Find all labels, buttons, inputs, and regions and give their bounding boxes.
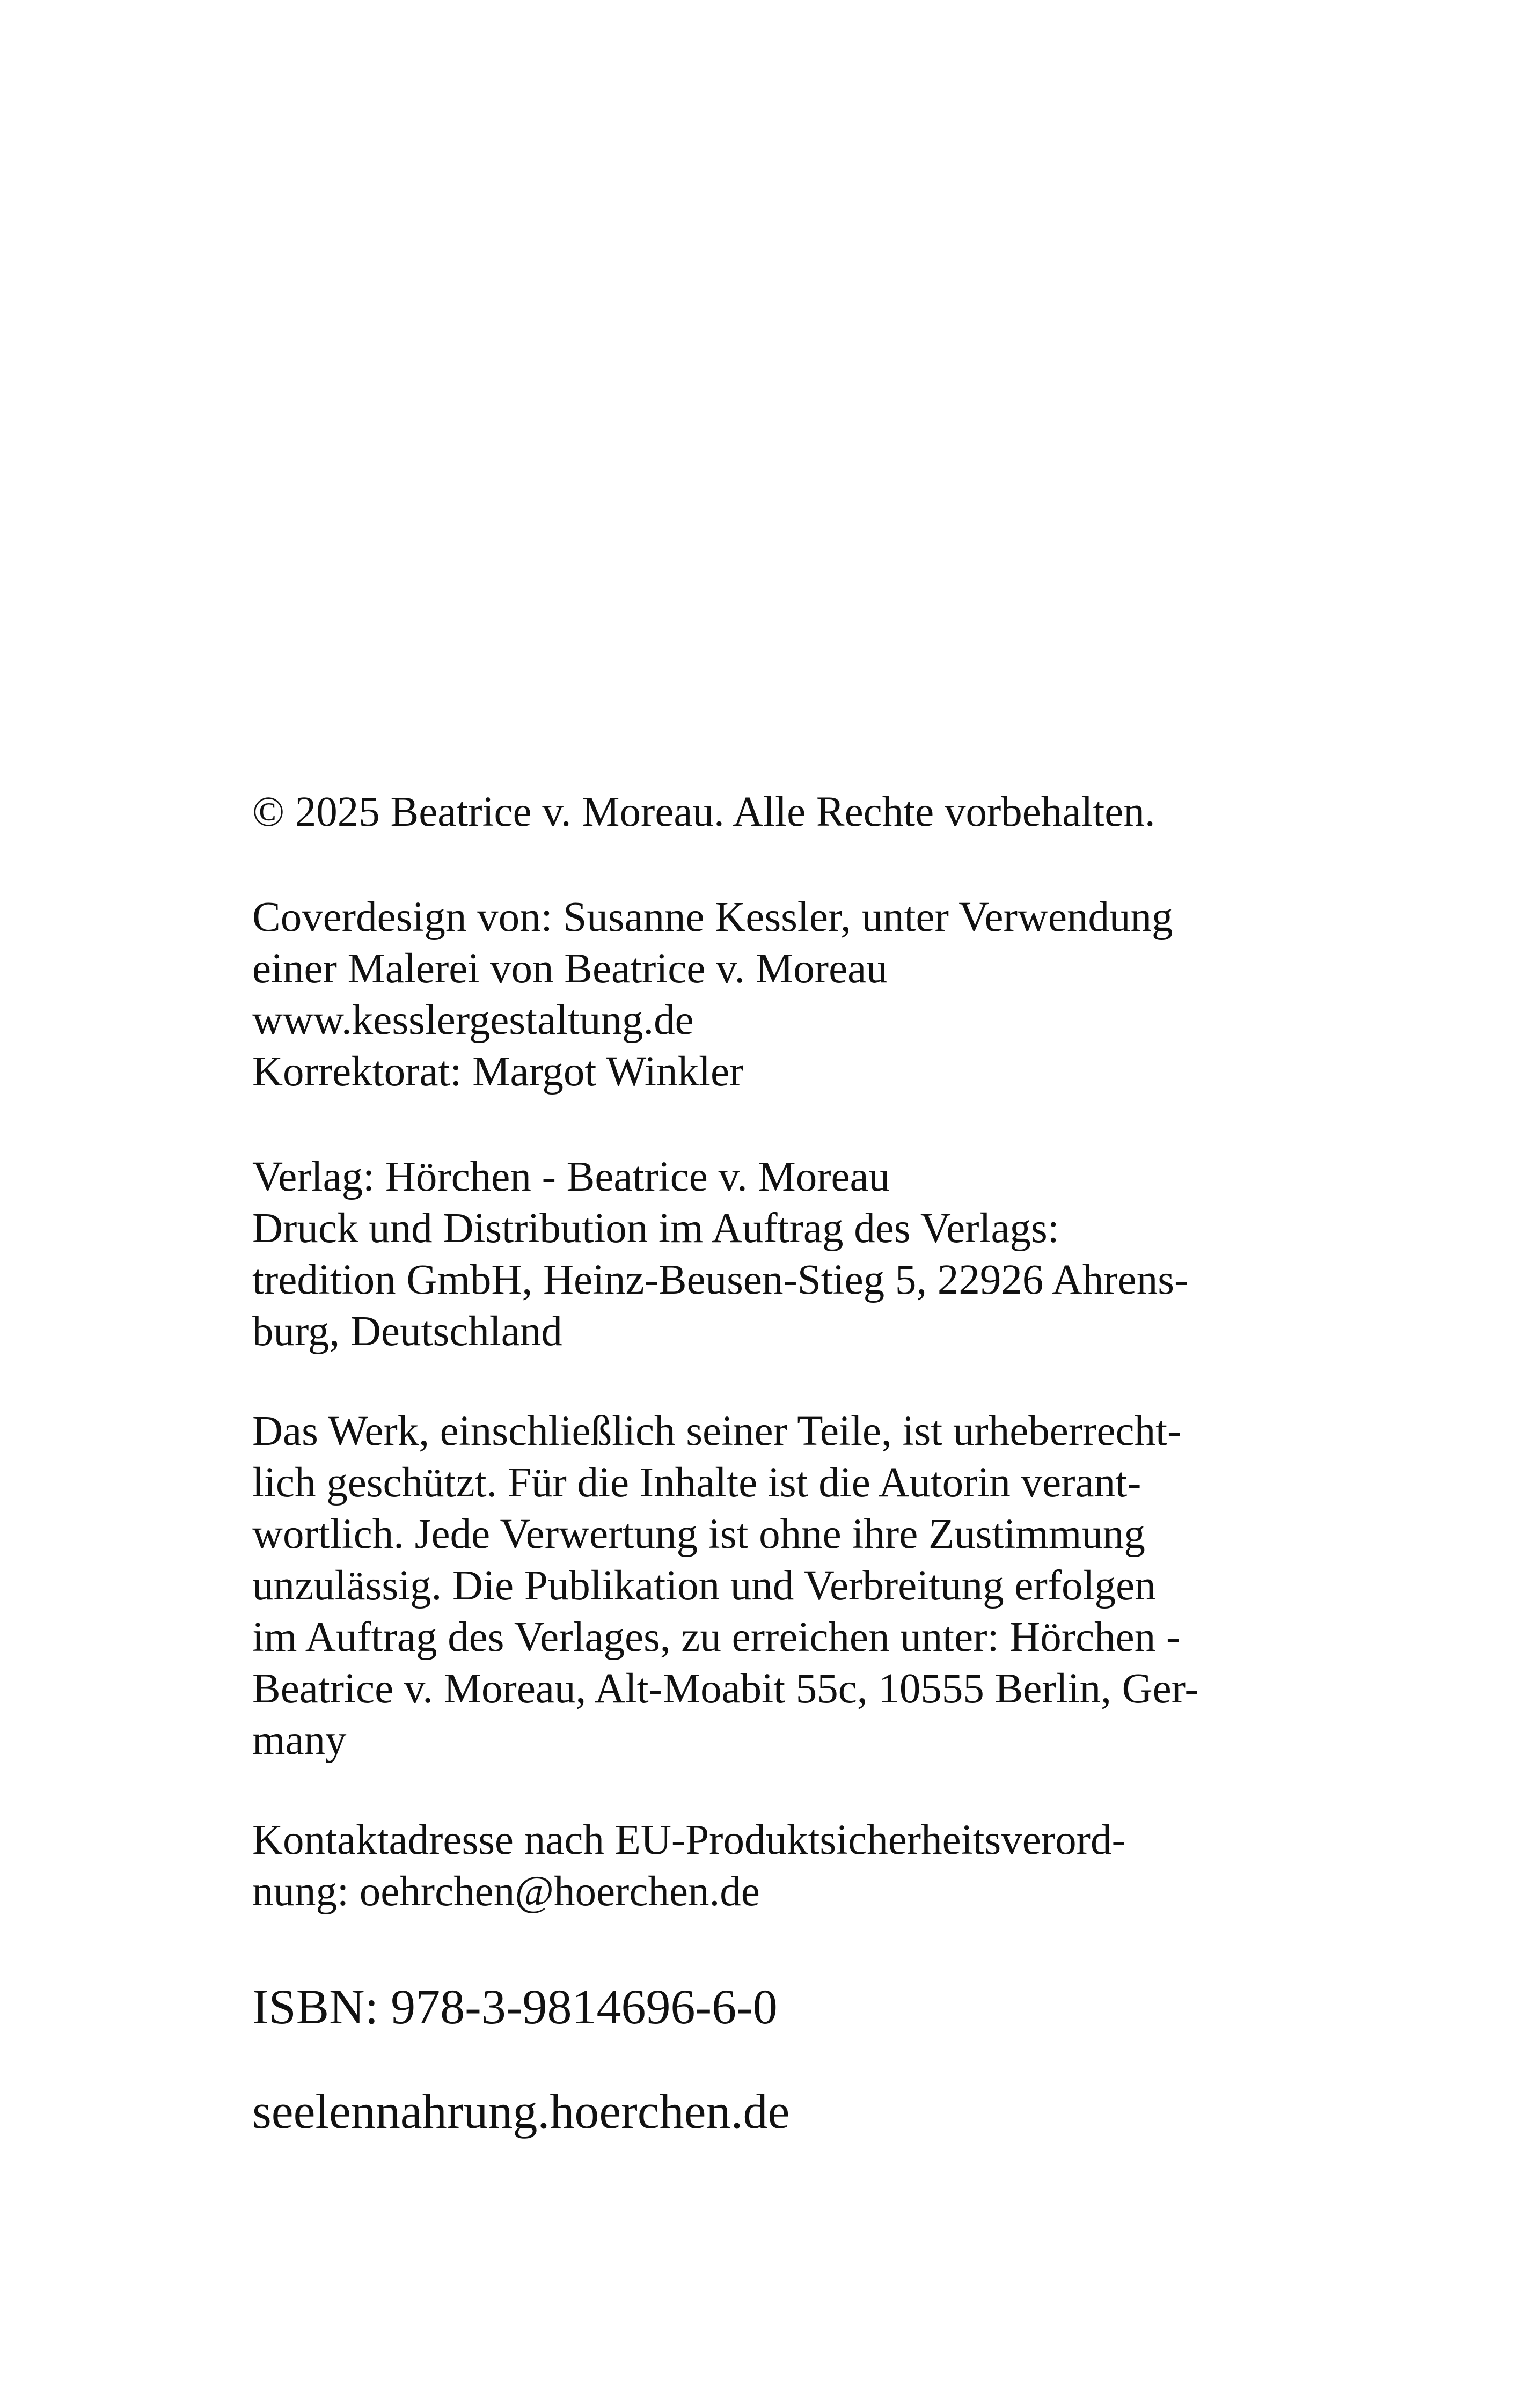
legal-notice <box>252 1406 1326 1766</box>
designer-website[interactable]: www.kesslergestaltung.de <box>252 997 694 1044</box>
isbn-number: ISBN: 978-3-9814696-6-0 <box>252 1979 778 2034</box>
legal-line: unzulässig. Die Publikation und Verbreitung erfolgen <box>252 1562 1156 1609</box>
publisher-line: Druck und Distribution im Auftrag des Verlags: <box>252 1205 1059 1252</box>
legal-line: Das Werk, einschließlich seiner Teile, ist urheberrecht- <box>252 1408 1182 1455</box>
legal-line: lich geschützt. Für die Inhalte ist die Autorin verant- <box>252 1459 1142 1506</box>
publisher-line: tredition GmbH, Heinz-Beusen-Stieg 5, 22926 Ahrens- <box>252 1257 1189 1303</box>
credits-line: einer Malerei von Beatrice v. Moreau <box>252 945 888 992</box>
publisher-block <box>252 1151 1326 1357</box>
legal-line: im Auftrag des Verlages, zu erreichen unter: Hörchen - <box>252 1614 1181 1661</box>
legal-line: Beatrice v. Moreau, Alt-Moabit 55c, 10555 Berlin, Ger- <box>252 1665 1199 1712</box>
copyright-line: © 2025 Beatrice v. Moreau. Alle Rechte vorbehalten. <box>252 789 1155 835</box>
imprint-block <box>252 787 1326 1918</box>
legal-line: wortlich. Jede Verwertung ist ohne ihre Zustimmung <box>252 1511 1145 1558</box>
credits-line: Coverdesign von: Susanne Kessler, unter Verwendung <box>252 894 1173 941</box>
legal-line: many <box>252 1717 347 1764</box>
credits-line: Korrektorat: Margot Winkler <box>252 1048 744 1095</box>
contact-line: Kontaktadresse nach EU-Produktsicherheitsverord- <box>252 1817 1126 1863</box>
publisher-line: Verlag: Hörchen - Beatrice v. Moreau <box>252 1154 890 1200</box>
contact-email[interactable]: nung: oehrchen@hoerchen.de <box>252 1868 760 1915</box>
credits-block <box>252 892 1326 1098</box>
website-link[interactable]: seelennahrung.hoerchen.de <box>252 2084 790 2139</box>
copyright-notice <box>252 787 1326 838</box>
publisher-line: burg, Deutschland <box>252 1308 562 1355</box>
contact-block <box>252 1815 1326 1918</box>
